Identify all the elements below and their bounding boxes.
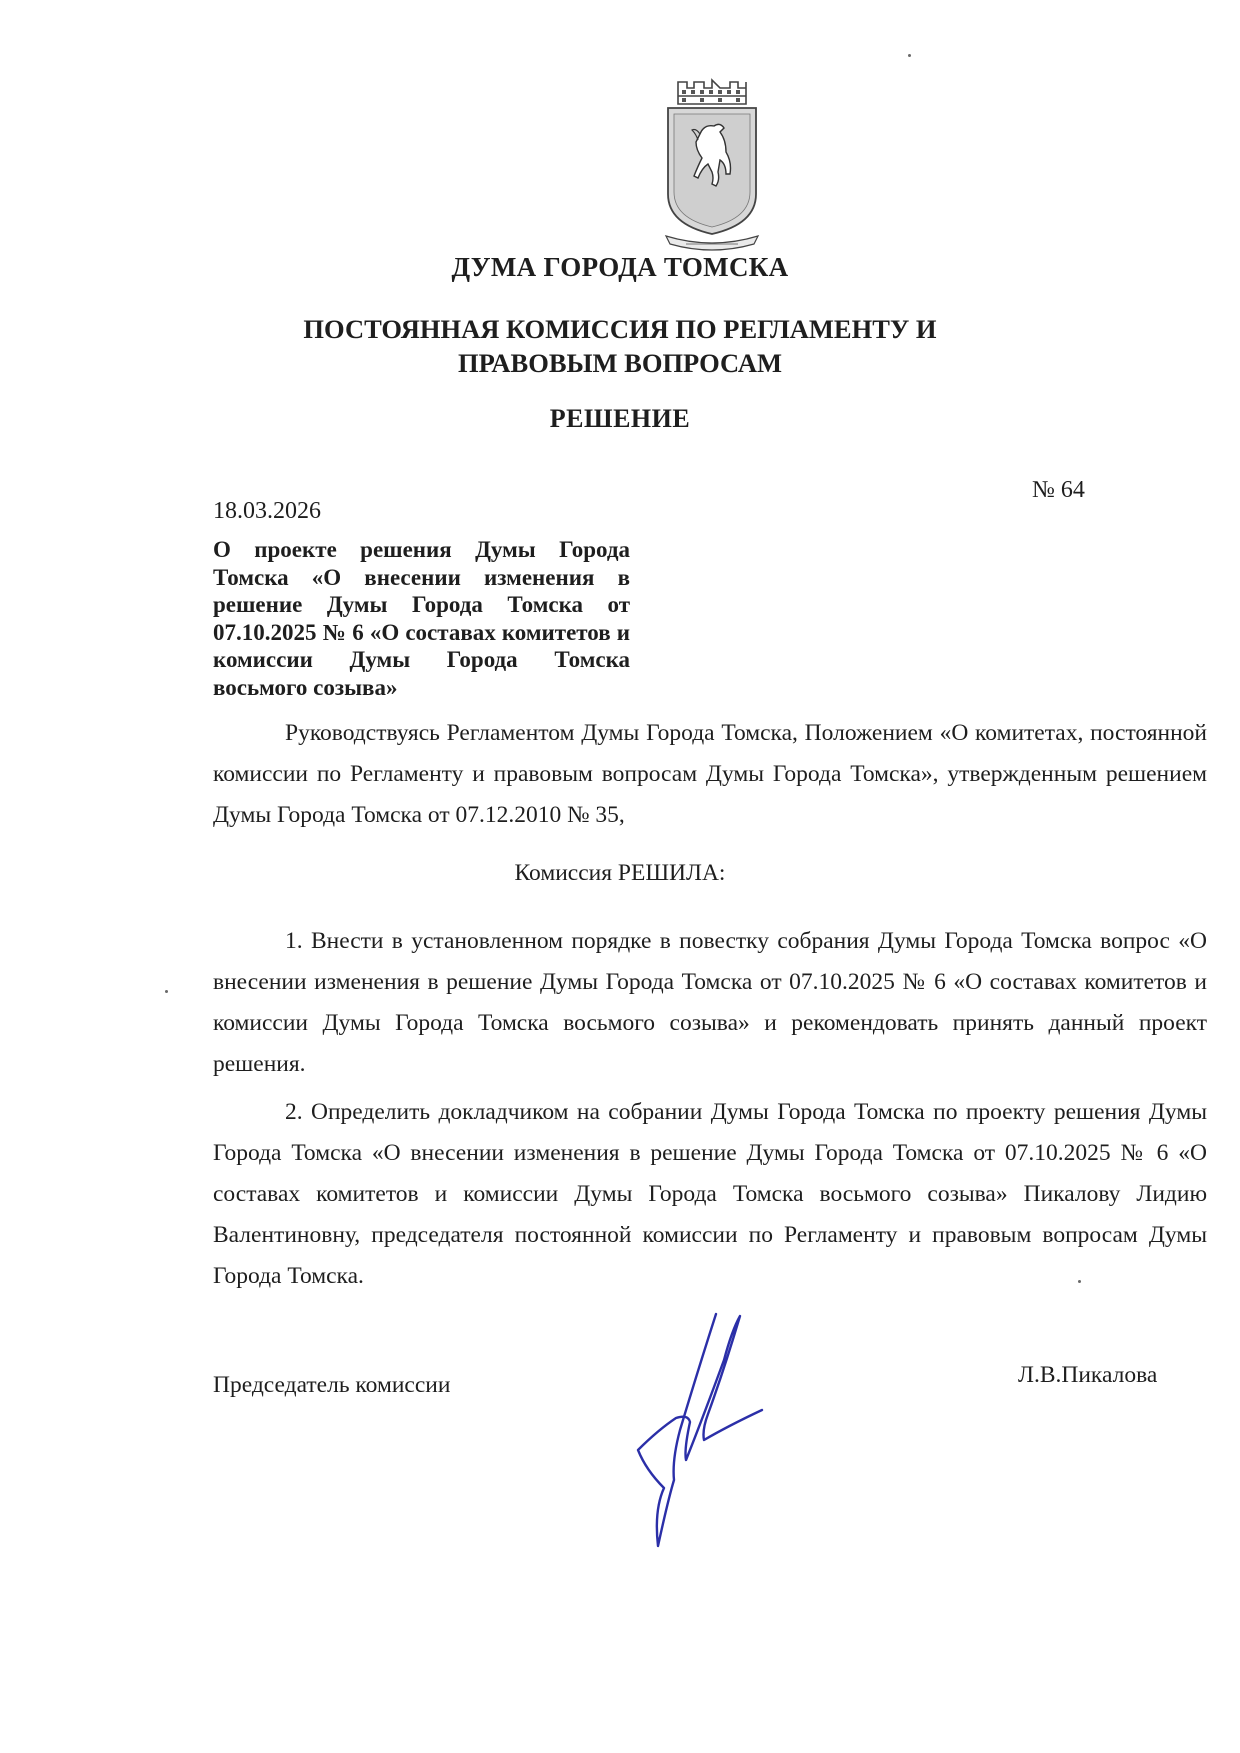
- decision-number: № 64: [1032, 477, 1085, 503]
- preamble-paragraph: Руководствуясь Регламентом Думы Города Томска, Положением «О комитетах, постоянной комиссии по Регламенту и правовым вопросам Думы Города Томска», утвержденным решением Думы Города Томска от 07.12.2010 № 35,: [213, 720, 1207, 828]
- resolution-item-1: 1. Внести в установленном порядке в повестку собрания Думы Города Томска вопрос «О внесении изменения в решение Думы Города Томска от 07.10.2025 № 6 «О составах комитетов и комиссии Думы Города Томска восьмого созыва» и рекомендовать принять данный проект решения.: [213, 928, 1207, 1077]
- organization-title: ДУМА ГОРОДА ТОМСКА: [451, 252, 789, 282]
- decision-subject: О проекте решения Думы Города Томска «О внесении изменения в решение Думы Города Томска от 07.10.2025 № 6 «О составах комитетов и комиссии Думы Города Томска восьмого созыва»: [213, 537, 630, 700]
- document-type-title: РЕШЕНИЕ: [549, 404, 691, 433]
- scan-speck: [165, 990, 168, 993]
- signatory-title: Председатель комиссии: [213, 1372, 451, 1398]
- scan-speck: [1078, 1280, 1081, 1283]
- commission-title: ПОСТОЯННАЯ КОМИССИЯ ПО РЕГЛАМЕНТУ И ПРАВОВЫМ ВОПРОСАМ: [303, 314, 937, 378]
- resolved-heading: Комиссия РЕШИЛА:: [514, 860, 726, 886]
- coat-of-arms-emblem: [660, 74, 764, 252]
- resolution-item-2: 2. Определить докладчиком на собрании Думы Города Томска по проекту решения Думы Города Томска «О внесении изменения в решение Думы Города Томска от 07.10.2025 № 6 «О составах комитетов и комиссии Думы Города Томска восьмого созыва» Пикалову Лидию Валентиновну, председателя постоянной комиссии по Регламенту и правовым вопросам Думы Города Томска.: [213, 1099, 1207, 1289]
- scan-speck: [908, 54, 911, 57]
- decision-date: 18.03.2026: [213, 498, 321, 524]
- handwritten-signature: [628, 1310, 778, 1550]
- signatory-name: Л.В.Пикалова: [1018, 1362, 1158, 1388]
